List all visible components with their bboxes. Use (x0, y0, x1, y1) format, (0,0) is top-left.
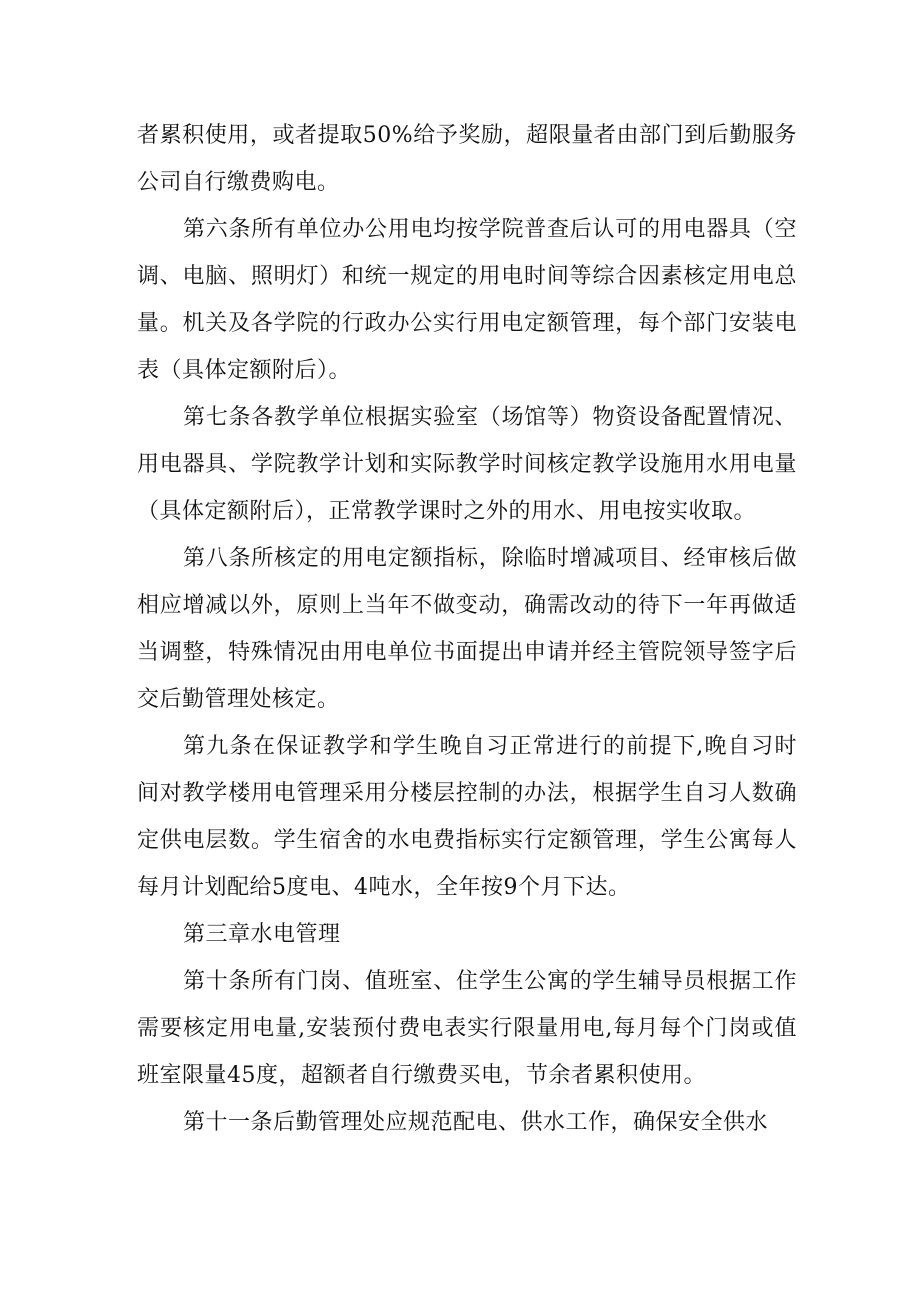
paragraph-article-11: 第十一条后勤管理处应规范配电、供水工作，确保安全供水 (183, 1110, 769, 1135)
paragraph-article-8: 第八条所核定的用电定额指标，除临时增减项目、经审核后做相应增减以外，原则上当年不做变动，确需改动的待下一年再做适当调整，特殊情况由用电单位书面提出申请并经主管院领导签字后交后勤管理处核定。 (137, 546, 797, 712)
paragraph-continuation: 者累积使用，或者提取50%给予奖励，超限量者由部门到后勤服务公司自行缴费购电。 (137, 123, 797, 195)
paragraph-article-10: 第十条所有门岗、值班室、住学生公寓的学生辅导员根据工作需要核定用电量,安装预付费电表实行限量用电,每月每个门岗或值班室限量45度，超额者自行缴费买电，节余者累积使用。 (137, 969, 797, 1088)
chapter-heading: 第三章水电管理 (183, 922, 341, 947)
paragraph-article-9: 第九条在保证教学和学生晚自习正常进行的前提下,晚自习时间对教学楼用电管理采用分楼层控制的办法，根据学生自习人数确定供电层数。学生宿舍的水电费指标实行定额管理，学生公寓每人每月计划配给5度电、4吨水，全年按9个月下达。 (137, 734, 797, 900)
paragraph-article-7: 第七条各教学单位根据实验室（场馆等）物资设备配置情况、用电器具、学院教学计划和实际教学时间核定教学设施用水用电量（具体定额附后），正常教学课时之外的用水、用电按实收取。 (137, 405, 797, 524)
document-body (137, 112, 797, 1146)
paragraph-article-6: 第六条所有单位办公用电均按学院普查后认可的用电器具（空调、电脑、照明灯）和统一规定的用电时间等综合因素核定用电总量。机关及各学院的行政办公实行用电定额管理，每个部门安装电表（具体定额附后）。 (137, 217, 797, 383)
